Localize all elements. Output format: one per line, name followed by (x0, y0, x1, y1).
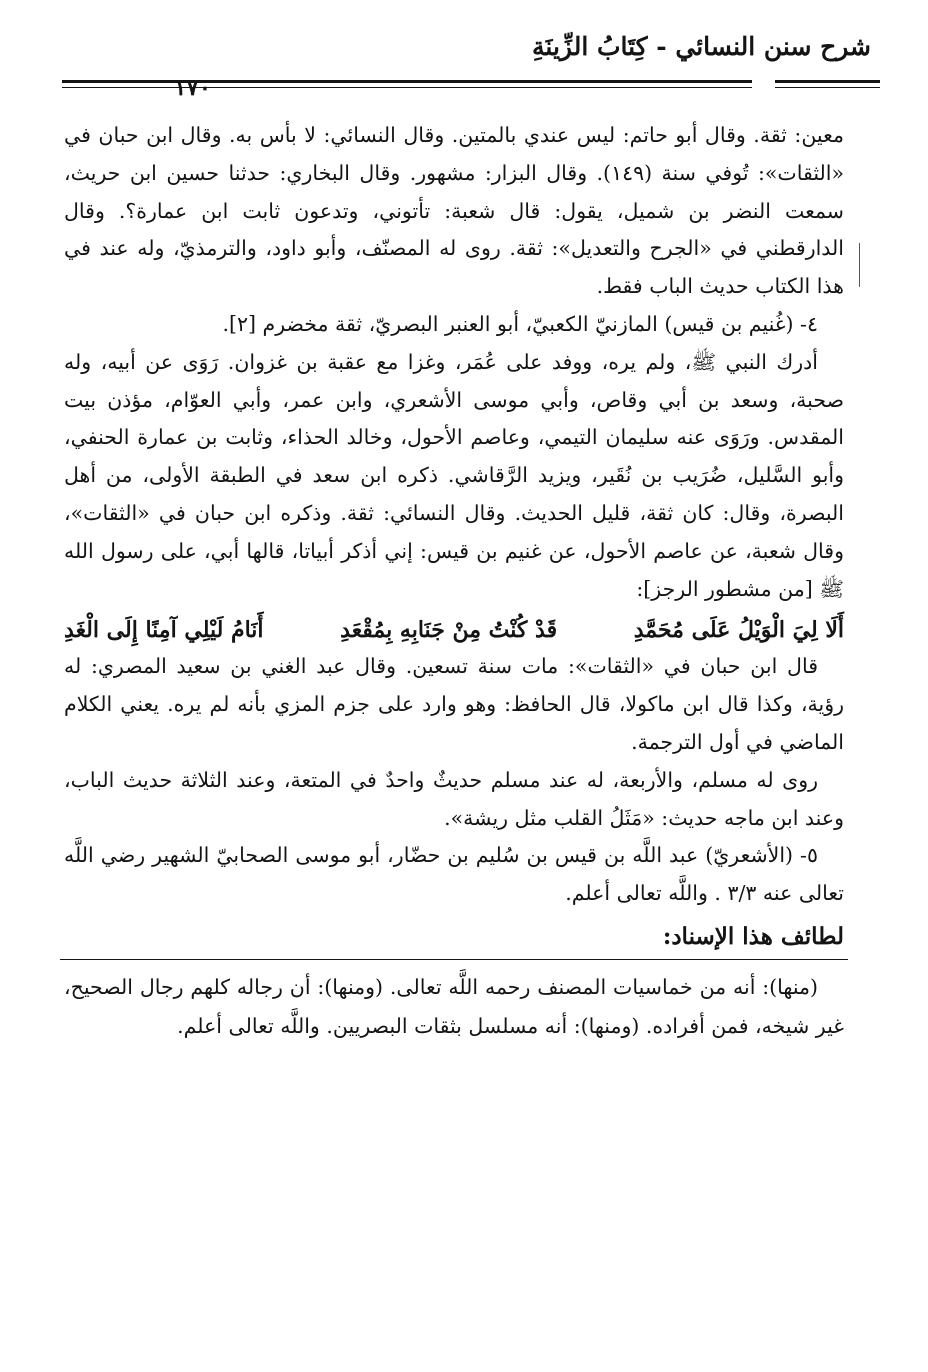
paragraph-hadith-count: روى له مسلم، والأربعة، له عند مسلم حديثٌ واحدٌ في المتعة، وعند الثلاثة حديث الباب، وعند ابن ماجه حديث: «مَثَلُ القلب مثل ريشة». (64, 767, 844, 830)
verse-hemistich-2: قَدْ كُنْتُ مِنْ جَنَابِهِ بِمُقْعَدِ (340, 617, 558, 644)
main-text (64, 117, 844, 1046)
paragraph-narrator-3-end: معين: ثقة. وقال أبو حاتم: ليس عندي بالمتين. وقال النسائي: لا بأس به. وقال ابن حبان في «الثقات»: تُوفي سنة (١٤٩). وقال البزار: مشهور. وقال البخاري: حدثنا حسين ابن حريث، سمعت النضر بن شميل، يقول: قال شعبة: تأتوني، وتدعون ثابت ابن عمارة؟. وقال الدارقطني في «الجرح والتعديل»: ثقة. روى له المصنّف، وأبو داود، والترمذيّ، وله عند في هذا الكتاب حديث الباب فقط. (64, 123, 844, 299)
section-heading: لطائف هذا الإسناد: (662, 922, 844, 950)
paragraph-death-note: قال ابن حبان في «الثقات»: مات سنة تسعين. وقال عبد الغني بن سعيد المصري: له رؤية، وكذا قال ابن ماكولا، قال الحافظ: وهو وارد على جزم المزي بأنه لم يره. يعني الكلام الماضي في أول الترجمة. (64, 654, 844, 754)
verse-hemistich-3: أَنَامُ لَيْلِي آمِنًا إِلَى الْغَدِ (64, 617, 264, 644)
header-rule (62, 80, 752, 88)
verse (64, 612, 844, 648)
paragraph-isnad-notes: (منها): أنه من خماسيات المصنف رحمه اللَّه تعالى. (ومنها): أن رجاله كلهم رجال الصحيح، غير شيخه، فمن أفراده. (ومنها): أنه مسلسل بثقات البصريين. واللَّه تعالى أعلم. (64, 974, 844, 1038)
paragraph-narrator-4: ٤- (غُنيم بن قيس) المازنيّ الكعبيّ، أبو العنبر البصريّ، ثقة مخضرم [٢]. (222, 311, 818, 336)
margin-mark (859, 243, 860, 287)
page-number: ١٧٠ (174, 74, 212, 101)
verse-hemistich-1: أَلَا لِيَ الْوَيْلُ عَلَى مُحَمَّدِ (633, 617, 844, 644)
paragraph-narrator-4-bio: أدرك النبي ﷺ، ولم يره، ووفد على عُمَر، وغزا مع عقبة بن غزوان. رَوَى عن أبيه، وله صحبة، وسعد بن أبي وقاص، وأبي موسى الأشعري، وابن عمر، وأبي العوّام، مؤذن بيت المقدس. ورَوَى عنه سليمان التيمي، وعاصم الأحول، وخالد الحذاء، وثابت بن عمارة الحنفي، وأبو السَّليل، ضُرَيب بن نُقَير، ويزيد الرَّقاشي. ذكره ابن سعد في الطبقة الأولى، من أهل البصرة، وقال: كان ثقة، قليل الحديث. وقال النسائي: ثقة. وذكره ابن حبان في «الثقات»، وقال شعبة، عن عاصم الأحول، عن غنيم بن قيس: إني أذكر أبياتا، قالها أبي، على رسول الله ﷺ [من مشطور الرجز]: (64, 349, 844, 601)
header-title: شرح سنن النسائي - كِتَابُ الزِّينَةِ (532, 32, 871, 61)
header-rule-short (775, 80, 880, 88)
paragraph-narrator-5: ٥- (الأشعريّ) عبد اللَّه بن قيس بن سُليم بن حضّار، أبو موسى الصحابيّ الشهير رضي اللَّه تعالى عنه ٣/٣ . واللَّه تعالى أعلم. (64, 843, 844, 906)
section-rule (60, 959, 848, 960)
running-header (62, 28, 877, 101)
